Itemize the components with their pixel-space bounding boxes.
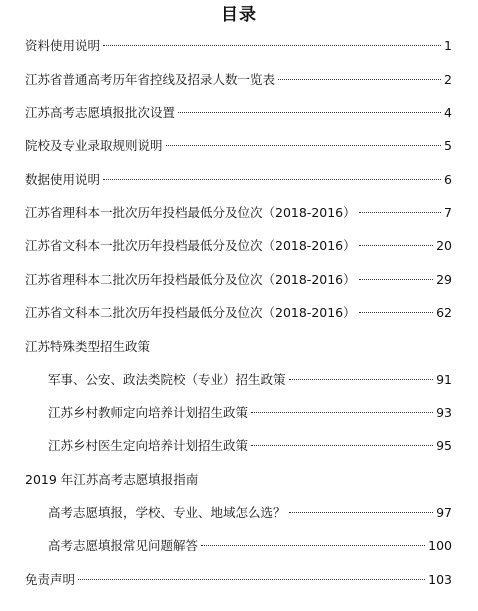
toc-leader-dots (166, 145, 442, 146)
toc-entry-rural-doctor[interactable] (48, 437, 452, 455)
toc-entry-control-lines[interactable] (25, 71, 452, 89)
toc-leader-dots (178, 112, 441, 113)
toc-section-label: 2019 年江苏高考志愿填报指南 (25, 472, 199, 487)
toc-section-label: 江苏特殊类型招生政策 (25, 339, 151, 354)
toc-leader-dots (359, 279, 433, 280)
toc-leader-dots (103, 179, 441, 180)
toc-entry-label: 江苏省理科本二批次历年投档最低分及位次（2018-2016） (25, 272, 356, 287)
toc-leader-dots (359, 212, 441, 213)
toc-leader-dots (289, 512, 434, 513)
toc-entry-faq[interactable] (48, 537, 452, 555)
toc-leader-dots (289, 379, 434, 380)
toc-entry-page: 62 (436, 305, 452, 320)
toc-entry-page: 2 (444, 72, 452, 87)
toc-entry-label: 江苏省文科本一批次历年投档最低分及位次（2018-2016） (25, 238, 356, 253)
toc-entry-label: 江苏省普通高考历年省控线及招录人数一览表 (25, 72, 276, 87)
toc-leader-dots (278, 79, 441, 80)
toc-entry-label: 江苏高考志愿填报批次设置 (25, 105, 176, 120)
toc-leader-dots (359, 245, 433, 246)
toc-entry-admission-rules[interactable] (25, 137, 452, 155)
toc-entry-label: 高考志愿填报，学校、专业、地域怎么选？ (48, 505, 286, 520)
toc-entry-data-notes[interactable] (25, 171, 452, 189)
page-title: 目录 (221, 5, 257, 25)
toc-section-application-guide[interactable] (25, 471, 452, 489)
toc-entry-page: 95 (436, 438, 452, 453)
toc-entry-label: 资料使用说明 (25, 38, 101, 53)
toc-entry-label: 免责声明 (25, 572, 76, 587)
toc-entry-science-tier1[interactable] (25, 204, 452, 222)
toc-entry-label: 江苏省文科本二批次历年投档最低分及位次（2018-2016） (25, 305, 356, 320)
toc-entry-page: 97 (436, 505, 452, 520)
toc-entry-page: 4 (444, 105, 452, 120)
toc-entry-page: 29 (436, 272, 452, 287)
toc-leader-dots (78, 579, 425, 580)
toc-entry-arts-tier2[interactable] (25, 304, 452, 322)
toc-entry-disclaimer[interactable] (25, 571, 452, 589)
toc-leader-dots (103, 45, 441, 46)
toc-entry-page: 6 (444, 172, 452, 187)
toc-entry-usage-notes[interactable] (25, 37, 452, 55)
toc-entry-military-police[interactable] (48, 371, 452, 389)
toc-entry-page: 5 (444, 138, 452, 153)
toc-entry-label: 江苏省理科本一批次历年投档最低分及位次（2018-2016） (25, 205, 356, 220)
toc-entry-page: 7 (444, 205, 452, 220)
toc-section-special-admissions[interactable] (25, 338, 452, 356)
toc-entry-label: 院校及专业录取规则说明 (25, 138, 163, 153)
toc-entry-page: 1 (444, 38, 452, 53)
toc-entry-how-to-choose[interactable] (48, 504, 452, 522)
toc-entry-page: 91 (436, 372, 452, 387)
toc-entry-page: 93 (436, 405, 452, 420)
toc-leader-dots (251, 412, 433, 413)
toc-entry-arts-tier1[interactable] (25, 237, 452, 255)
toc-entry-label: 江苏乡村教师定向培养计划招生政策 (48, 405, 249, 420)
toc-entry-batch-settings[interactable] (25, 104, 452, 122)
toc-entry-page: 100 (428, 538, 452, 553)
toc-leader-dots (201, 545, 425, 546)
toc-entry-label: 江苏乡村医生定向培养计划招生政策 (48, 438, 249, 453)
toc-leader-dots (359, 312, 433, 313)
toc-entry-rural-teacher[interactable] (48, 404, 452, 422)
toc-entry-page: 20 (436, 238, 452, 253)
toc-leader-dots (251, 445, 433, 446)
toc-entry-label: 高考志愿填报常见问题解答 (48, 538, 199, 553)
toc-entry-label: 军事、公安、政法类院校（专业）招生政策 (48, 372, 286, 387)
toc-entry-label: 数据使用说明 (25, 172, 101, 187)
toc-entry-science-tier2[interactable] (25, 271, 452, 289)
toc-entry-page: 103 (428, 572, 452, 587)
